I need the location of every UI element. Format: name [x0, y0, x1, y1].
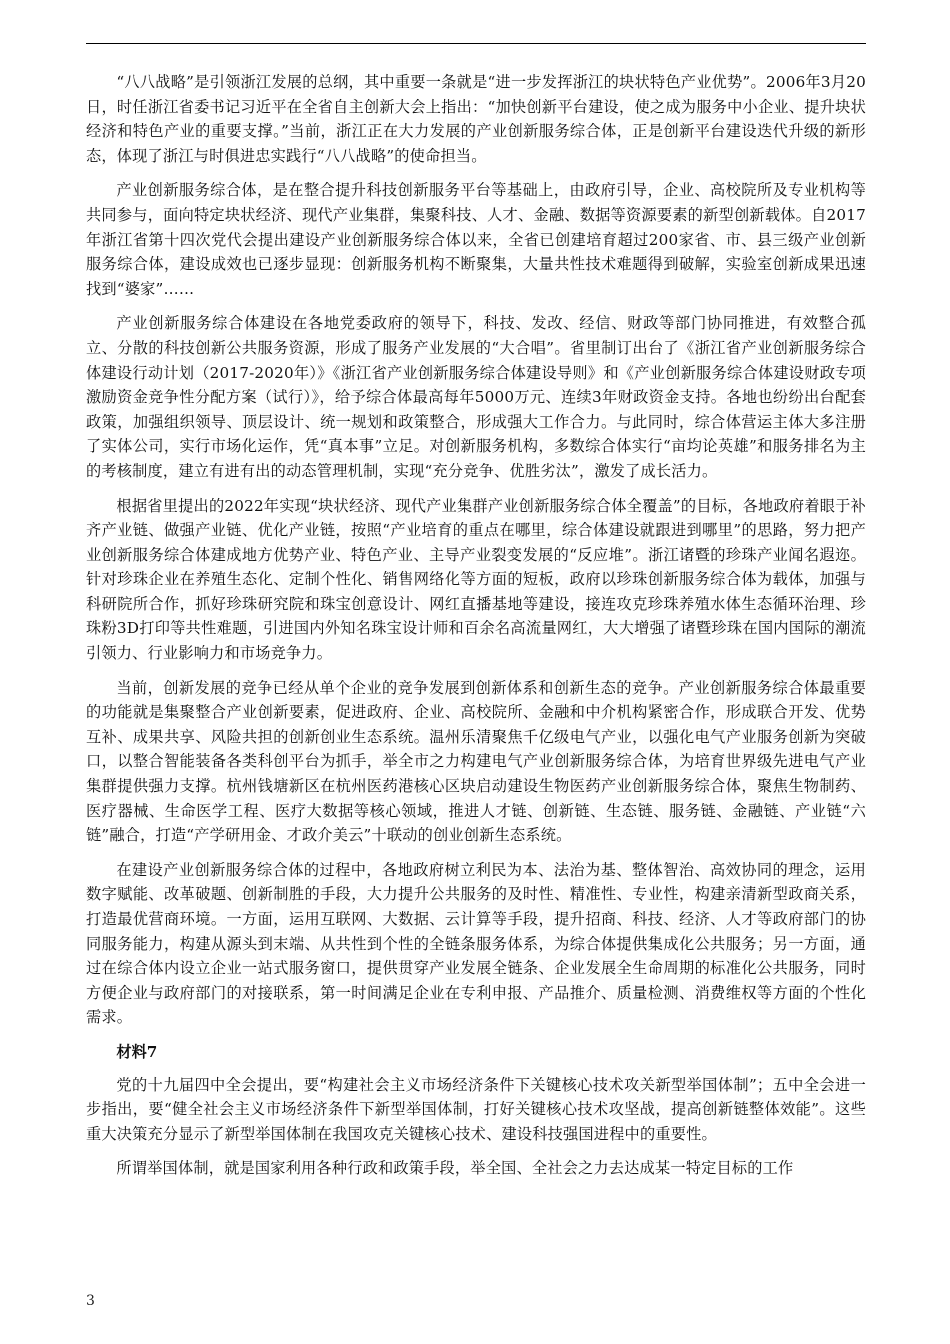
paragraph-4: 根据省里提出的2022年实现“块状经济、现代产业集群产业创新服务综合体全覆盖”的目标，各地政府着眼于补齐产业链、做强产业链、优化产业链，按照“产业培育的重点在哪里，综合体建设就跟进到哪里”的思路，努力把产业创新服务综合体建成地方优势产业、特色产业、主导产业裂变发展的“反应堆”。浙江诸暨的珍珠产业闻名遐迩。针对珍珠企业在养殖生态化、定制个性化、销售网络化等方面的短板，政府以珍珠创新服务综合体为载体，加强与科研院所合作，抓好珍珠研究院和珠宝创意设计、网红直播基地等建设，接连攻克珍珠养殖水体生态循环治理、珍珠粉3D打印等共性难题，引进国内外知名珠宝设计师和百余名高流量网红，大大增强了诸暨珍珠在国内国际的潮流引领力、行业影响力和市场竞争力。 [86, 496, 866, 663]
page-number: 3 [86, 1293, 95, 1309]
paragraph-6: 在建设产业创新服务综合体的过程中，各地政府树立利民为本、法治为基、整体智治、高效协同的理念，运用数字赋能、改革破题、创新制胜的手段，大力提升公共服务的及时性、精准性、专业性，构建亲清新型政商关系，打造最优营商环境。一方面，运用互联网、大数据、云计算等手段，提升招商、科技、经济、人才等政府部门的协同服务能力，构建从源头到末端、从共性到个性的全链条服务体系，为综合体提供集成化公共服务；另一方面，通过在综合体内设立企业一站式服务窗口，提供贯穿产业发展全链条、企业发展全生命周期的标准化公共服务，同时方便企业与政府部门的对接联系，第一时间满足企业在专利申报、产品推介、质量检测、消费维权等方面的个性化需求。 [86, 860, 866, 1027]
paragraph-8: 所谓举国体制，就是国家利用各种行政和政策手段，举全国、全社会之力去达成某一特定目标的工作 [116, 1159, 794, 1178]
paragraph-3: 产业创新服务综合体建设在各地党委政府的领导下，科技、发改、经信、财政等部门协同推进，有效整合孤立、分散的科技创新公共服务资源，形成了服务产业发展的“大合唱”。省里制订出台了《浙江省产业创新服务综合体建设行动计划（2017-2020年）》《浙江省产业创新服务综合体建设导则》和《产业创新服务综合体建设财政专项激励资金竞争性分配方案（试行）》，给予综合体最高每年5000万元、连续3年财政资金支持。各地也纷纷出台配套政策，加强组织领导、顶层设计、统一规划和政策整合，形成强大工作合力。与此同时，综合体营运主体大多注册了实体公司，实行市场化运作，凭“真本事”立足。对创新服务机构，多数综合体实行“亩均论英雄”和服务排名为主的考核制度，建立有进有出的动态管理机制，实现“充分竞争、优胜劣汰”，激发了成长活力。 [86, 314, 866, 480]
paragraph-2: 产业创新服务综合体，是在整合提升科技创新服务平台等基础上，由政府引导，企业、高校院所及专业机构等共同参与，面向特定块状经济、现代产业集群，集聚科技、人才、金融、数据等资源要素的新型创新载体。自2017年浙江省第十四次党代会提出建设产业创新服务综合体以来，全省已创建培育超过200家省、市、县三级产业创新服务综合体，建设成效也已逐步显现：创新服务机构不断聚集，大量共性技术难题得到破解，实验室创新成果迅速找到“婆家”…… [86, 181, 866, 298]
paragraph-7: 党的十九届四中全会提出，要“构建社会主义市场经济条件下关键核心技术攻关新型举国体制”；五中全会进一步指出，要“健全社会主义市场经济条件下新型举国体制，打好关键核心技术攻坚战，提高创新链整体效能”。这些重大决策充分显示了新型举国体制在我国攻克关键核心技术、建设科技强国进程中的重要性。 [86, 1075, 866, 1143]
paragraph-1: “八八战略”是引领浙江发展的总纲，其中重要一条就是“进一步发挥浙江的块状特色产业优势”。2006年3月20日，时任浙江省委书记习近平在全省自主创新大会上指出：“加快创新平台建设，使之成为服务中小企业、提升块状经济和特色产业的重要支撑。”当前，浙江正在大力发展的产业创新服务综合体，正是创新平台建设迭代升级的新形态，体现了浙江与时俱进忠实践行“八八战略”的使命担当。 [86, 73, 866, 165]
paragraph-5: 当前，创新发展的竞争已经从单个企业的竞争发展到创新体系和创新生态的竞争。产业创新服务综合体最重要的功能就是集聚整合产业创新要素，促进政府、企业、高校院所、金融和中介机构紧密合作，形成联合开发、优势互补、成果共享、风险共担的创新创业生态系统。温州乐清聚焦千亿级电气产业，以强化电气产业服务创新为突破口，以整合智能装备各类科创平台为抓手，举全市之力构建电气产业创新服务综合体，为培育世界级先进电气产业集群提供强力支撑。杭州钱塘新区在杭州医药港核心区块启动建设生物医药产业创新服务综合体，聚焦生物制药、医疗器械、生命医学工程、医疗大数据等核心领域，推进人才链、创新链、生态链、服务链、金融链、产业链“六链”融合，打造“产学研用金、才政介美云”十联动的创业创新生态系统。 [86, 678, 866, 845]
document-body [86, 70, 866, 1191]
header-rule [86, 43, 866, 44]
section-heading: 材料7 [116, 1042, 158, 1061]
